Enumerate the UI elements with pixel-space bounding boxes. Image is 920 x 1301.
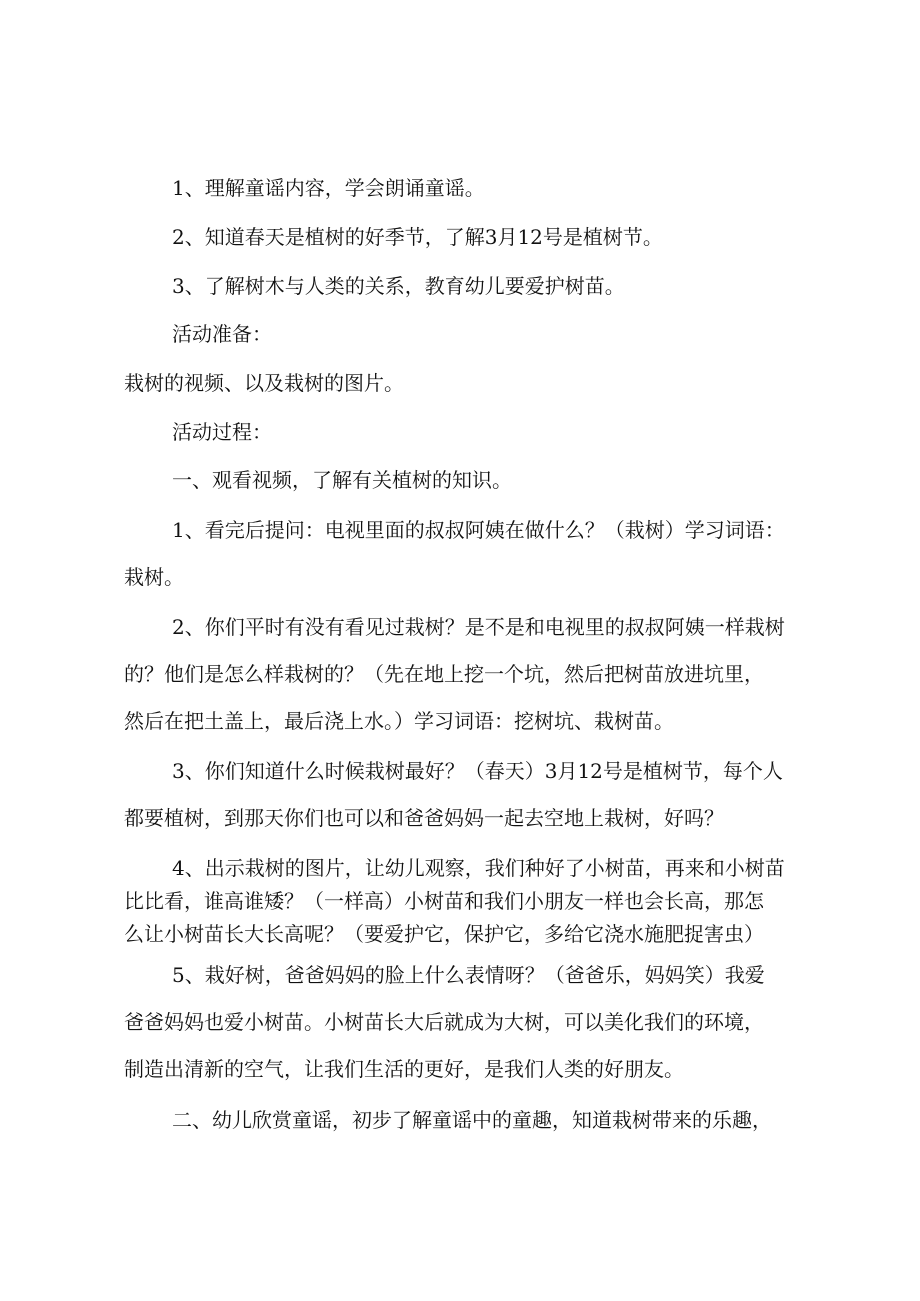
- text-line: 一、观看视频，了解有关植树的知识。: [172, 468, 512, 492]
- text-line: 1、理解童谣内容，学会朗诵童谣。: [172, 176, 485, 200]
- text-line: 栽树。: [124, 565, 184, 589]
- text-line: 都要植树，到那天你们也可以和爸爸妈妈一起去空地上栽树，好吗？: [124, 806, 724, 830]
- text-line: 4、出示栽树的图片，让幼儿观察，我们种好了小树苗，再来和小树苗: [172, 856, 785, 880]
- step-1-5: [124, 963, 826, 1081]
- text-line: 二、幼儿欣赏童谣，初步了解童谣中的童趣，知道栽树带来的乐趣，: [172, 1108, 772, 1132]
- text-line: 5、栽好树，爸爸妈妈的脸上什么表情呀？（爸爸乐，妈妈笑）我爱: [172, 963, 765, 987]
- step-two-heading: [124, 1108, 826, 1132]
- text-line: 3、你们知道什么时候栽树最好？（春天）3月12号是植树节，每个人: [172, 759, 783, 783]
- objective-2: [124, 225, 826, 249]
- text-line: 2、你们平时有没有看见过栽树？是不是和电视里的叔叔阿姨一样栽树: [172, 615, 785, 639]
- text-line: 1、看完后提问：电视里面的叔叔阿姨在做什么？（栽树）学习词语：: [172, 518, 785, 542]
- text-line: 么让小树苗长大长高呢？（要爱护它，保护它，多给它浇水施肥捉害虫）: [124, 922, 764, 946]
- step-1-2: [124, 615, 826, 733]
- text-line: 的？他们是怎么样栽树的？（先在地上挖一个坑，然后把树苗放进坑里，: [124, 662, 764, 686]
- text-line: 制造出清新的空气，让我们生活的更好，是我们人类的好朋友。: [124, 1057, 684, 1081]
- text-line: 活动过程：: [172, 420, 272, 444]
- text-line: 2、知道春天是植树的好季节，了解3月12号是植树节。: [172, 225, 663, 249]
- text-line: 比比看，谁高谁矮？（一样高）小树苗和我们小朋友一样也会长高，那怎: [124, 889, 764, 913]
- objective-3: [124, 274, 826, 298]
- step-one-heading: [124, 468, 826, 492]
- text-line: 活动准备：: [172, 322, 272, 346]
- step-1-3: [124, 759, 826, 830]
- text-line: 3、了解树木与人类的关系，教育幼儿要爱护树苗。: [172, 274, 625, 298]
- text-line: 然后在把土盖上，最后浇上水。）学习词语：挖树坑、栽树苗。: [124, 709, 674, 733]
- step-1-4: [124, 856, 826, 946]
- text-line: 爸爸妈妈也爱小树苗。小树苗长大后就成为大树，可以美化我们的环境，: [124, 1010, 764, 1034]
- text-line: 栽树的视频、以及栽树的图片。: [124, 371, 404, 395]
- section-heading-preparation: [124, 322, 826, 346]
- preparation-text: [124, 371, 826, 395]
- section-heading-process: [124, 420, 826, 444]
- objective-1: [124, 176, 826, 200]
- step-1-1: [124, 518, 826, 589]
